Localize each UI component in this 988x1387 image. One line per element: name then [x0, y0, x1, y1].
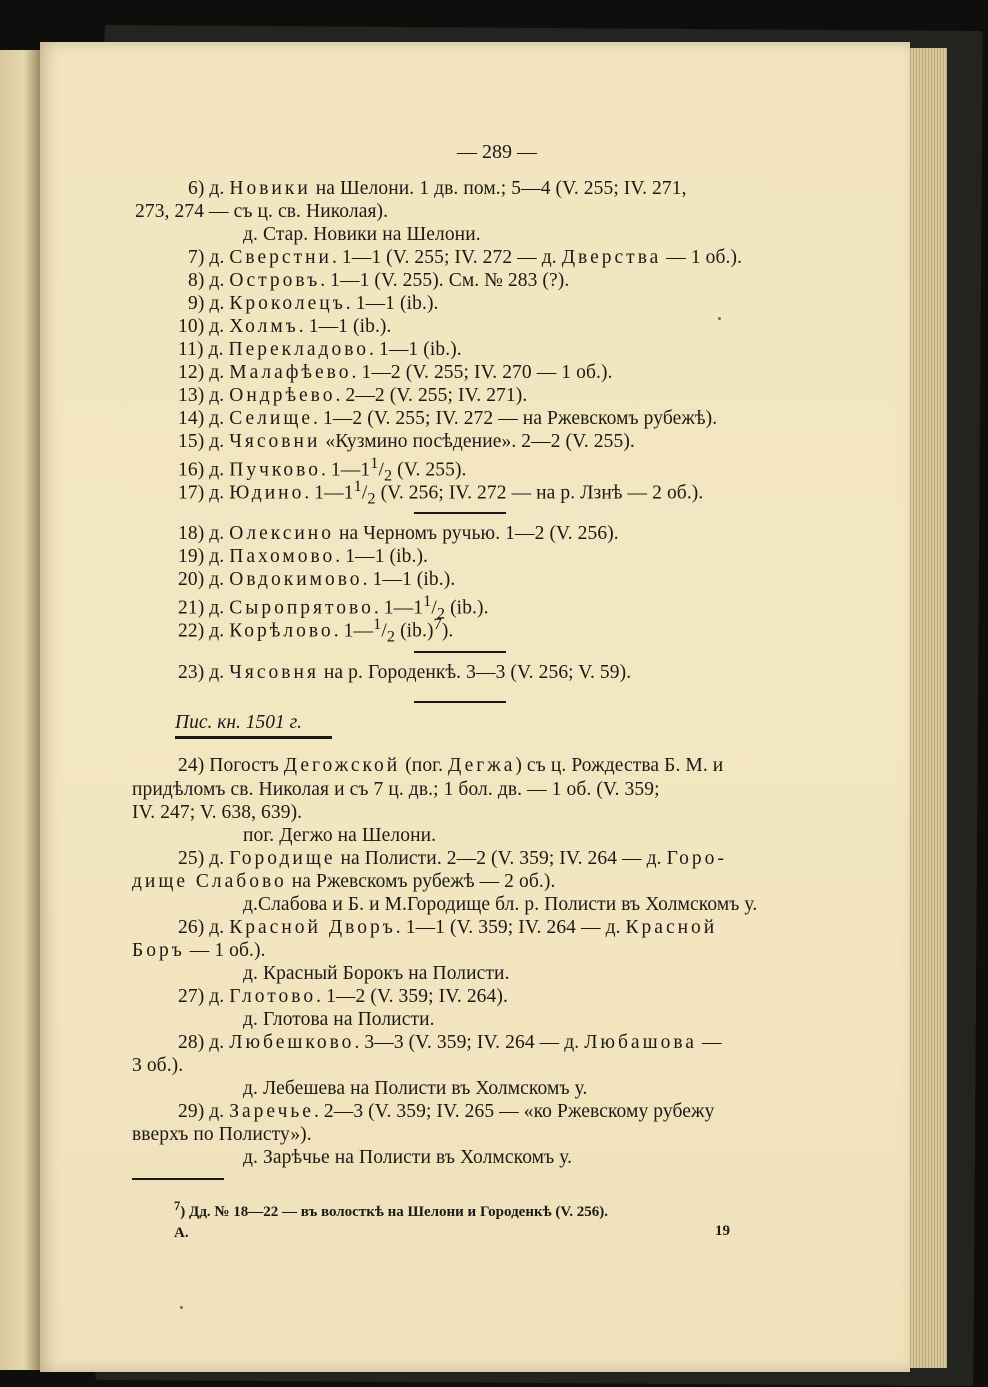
- entry-line: 22) д. Корѣлово. $1—^1/_2$ $(ib.)^7$).: [178, 615, 454, 646]
- entry-line: 24) Погостъ Дегожской (пог. Дегжа) съ ц. Рождества Б. М. и: [178, 755, 724, 776]
- entry-note: пог. Дегжо на Шелони.: [243, 825, 437, 846]
- entry-line: 18) д. Олексино на Черномъ ручью. 1—2 (V. 256).: [178, 523, 619, 544]
- entry-note: д. Зарѣчье на Полисти въ Холмскомъ у.: [243, 1147, 573, 1168]
- entry-line: 16) д. Пучково. $1—1^1/_2$ (V. 255).: [178, 454, 467, 485]
- entry-line: 21) д. Сыропрятово. $1—1^1/_2$ (ib.).: [178, 592, 489, 623]
- section-divider: [414, 701, 506, 703]
- entry-line: 11) д. Перекладово. 1—1 (ib.).: [178, 339, 462, 360]
- entry-line: 12) д. Малафѣево. 1—2 (V. 255; IV. 270 — 1 об.).: [178, 362, 613, 383]
- heading-underline: [175, 736, 332, 739]
- entry-line: 28) д. Любешково. 3—3 (V. 359; IV. 264 — д. Любашова —: [178, 1032, 722, 1053]
- entry-line: 20) д. Овдокимово. 1—1 (ib.).: [178, 569, 456, 590]
- entry-note: д. Глотова на Полисти.: [243, 1009, 435, 1030]
- entry-note: д.Слабова и Б. и М.Городище бл. р. Полисти въ Холмскомъ у.: [243, 894, 758, 915]
- entry-line: IV. 247; V. 638, 639).: [132, 802, 303, 823]
- signature-mark: А.: [174, 1225, 189, 1241]
- entry-line: 6) д. Новики на Шелони. 1 дв. пом.; 5—4 (V. 255; IV. 271,: [188, 178, 687, 199]
- entry-line: 8) д. Островъ. 1—1 (V. 255). См. № 283 (?).: [188, 270, 570, 291]
- left-page-edge: [0, 50, 40, 1370]
- section-divider: [414, 651, 506, 653]
- footnote-divider: [132, 1178, 224, 1180]
- entry-line: дище Слабово на Ржевскомъ рубежѣ — 2 об.).: [132, 871, 556, 892]
- paper-speck: [180, 1306, 183, 1309]
- entry-line: 29) д. Заречье. 2—3 (V. 359; IV. 265 — «ко Ржевскому рубежу: [178, 1101, 715, 1122]
- footnote: $^7$) Дд. № 18—22 — въ волосткѣ на Шелони и Городенкѣ (V. 256).: [174, 1199, 609, 1220]
- entry-line: 23) д. Чясовня на р. Городенкѣ. 3—3 (V. 256; V. 59).: [178, 662, 632, 683]
- entry-line: 13) д. Ондрѣево. 2—2 (V. 255; IV. 271).: [178, 385, 528, 406]
- section-divider: [414, 512, 506, 514]
- entry-note: д. Лебешева на Полисти въ Холмскомъ у.: [243, 1078, 588, 1099]
- entry-line: Боръ — 1 об.).: [132, 940, 266, 961]
- entry-line: 26) д. Красной Дворъ. 1—1 (V. 359; IV. 264 — д. Красной: [178, 917, 718, 938]
- signature-number: 19: [715, 1223, 730, 1239]
- entry-line: 7) д. Сверстни. 1—1 (V. 255; IV. 272 — д. Дверства — 1 об.).: [188, 247, 743, 268]
- book-page: [40, 42, 910, 1372]
- entry-line: 17) д. Юдино. $1—1^1/_2$ (V. 256; IV. 272 — на р. Лзнѣ — 2 об.).: [178, 477, 704, 508]
- entry-line: 19) д. Пахомово. 1—1 (ib.).: [178, 546, 429, 567]
- entry-note: д. Стар. Новики на Шелони.: [243, 224, 481, 245]
- entry-line: придѣломъ св. Николая и съ 7 ц. дв.; 1 бол. дв. — 1 об. (V. 359;: [132, 779, 660, 800]
- entry-line: 27) д. Глотово. 1—2 (V. 359; IV. 264).: [178, 986, 508, 1007]
- paper-speck: [718, 317, 721, 320]
- entry-line: 9) д. Кроколецъ. 1—1 (ib.).: [188, 293, 439, 314]
- entry-line: 15) д. Чясовни «Кузмино посѣдение». 2—2 (V. 255).: [178, 431, 635, 452]
- entry-line: вверхъ по Полисту»).: [132, 1124, 312, 1145]
- entry-note: д. Красный Борокъ на Полисти.: [243, 963, 510, 984]
- entry-line: 273, 274 — съ ц. св. Николая).: [135, 201, 389, 222]
- entry-line: 3 об.).: [132, 1055, 184, 1076]
- entry-line: 14) д. Селище. 1—2 (V. 255; IV. 272 — на Ржевскомъ рубежѣ).: [178, 408, 718, 429]
- entry-line: 10) д. Холмъ. 1—1 (ib.).: [178, 316, 392, 337]
- entry-line: 25) д. Городище на Полисти. 2—2 (V. 359; IV. 264 — д. Горо-: [178, 848, 727, 869]
- page-edges: [905, 48, 947, 1368]
- section-heading: Пис. кн. 1501 г.: [175, 712, 302, 733]
- page-number: — 289 —: [457, 141, 537, 163]
